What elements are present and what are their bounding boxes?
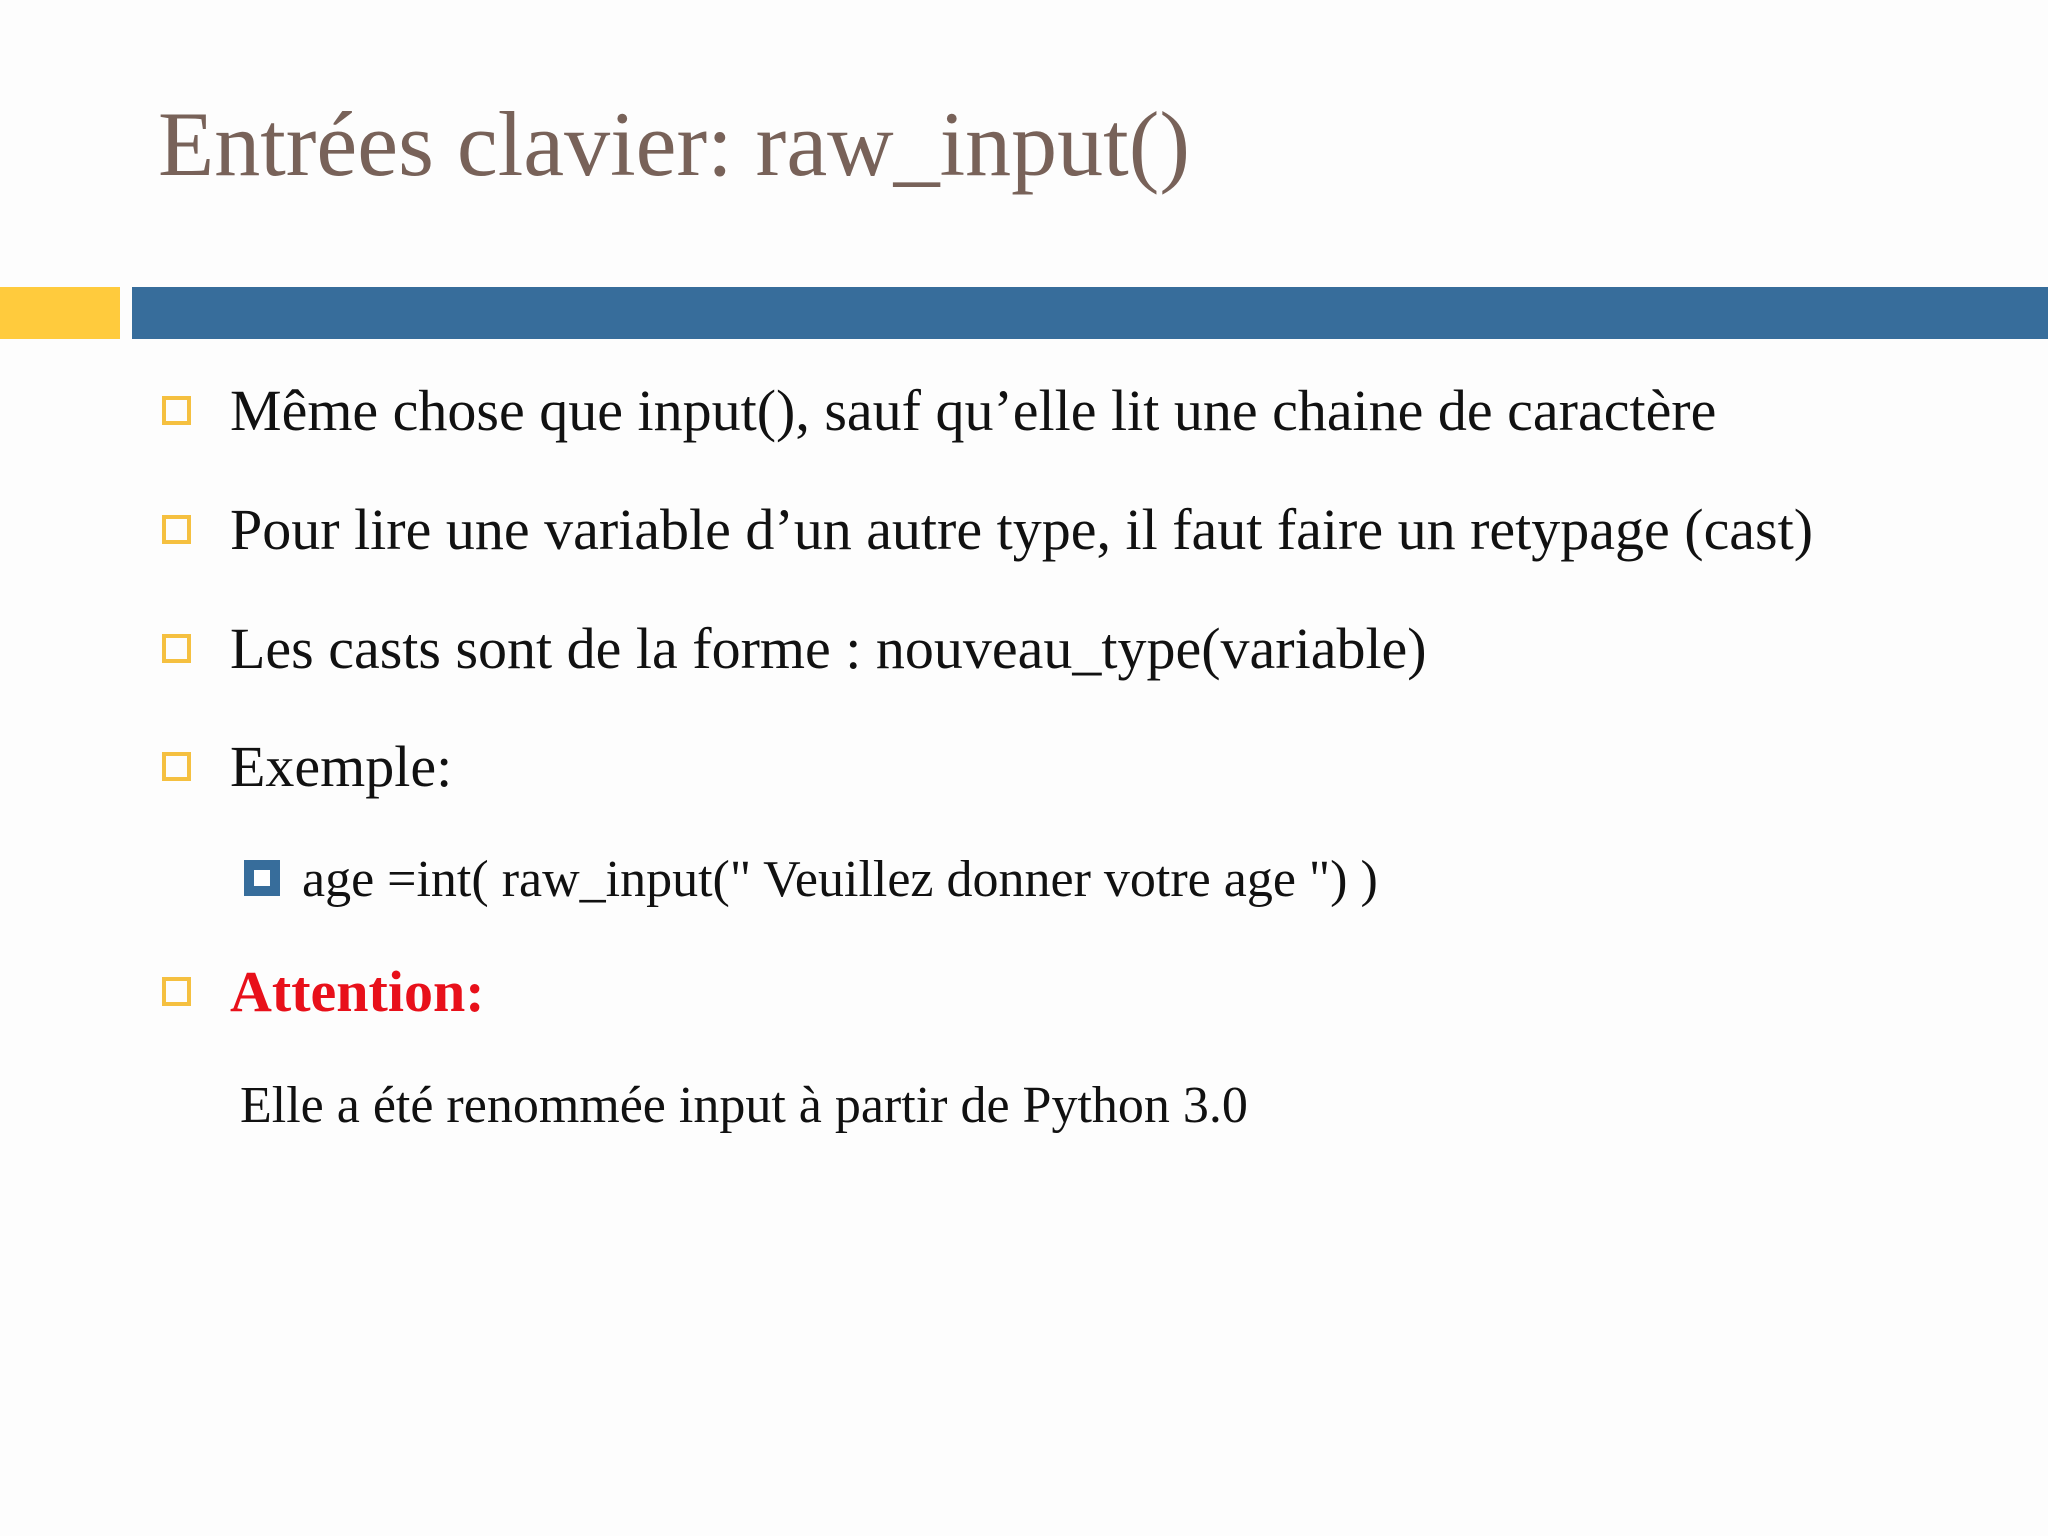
bullet-text-4: Exemple: xyxy=(230,734,453,799)
square-bullet-icon xyxy=(162,752,191,781)
square-bullet-icon xyxy=(162,396,191,425)
filled-square-bullet-icon xyxy=(244,860,280,896)
slide-title: Entrées clavier: raw_input() xyxy=(158,93,1190,195)
attention-label: Attention: xyxy=(230,959,485,1024)
bullet-text-1: Même chose que input(), sauf qu’elle lit une chaine de caractère xyxy=(230,378,1717,443)
square-bullet-icon xyxy=(162,515,191,544)
bullet-text-3: Les casts sont de la forme : nouveau_type(variable) xyxy=(230,616,1427,681)
title-divider-bar xyxy=(132,287,2048,339)
square-bullet-icon xyxy=(162,634,191,663)
square-bullet-icon xyxy=(162,977,191,1006)
bullet-text-2: Pour lire une variable d’un autre type, il faut faire un retypage (cast) xyxy=(230,497,1814,562)
attention-note: Elle a été renommée input à partir de Python 3.0 xyxy=(240,1077,1248,1134)
code-example-text: age =int( raw_input(" Veuillez donner votre age ") ) xyxy=(302,851,1378,908)
title-accent-bar xyxy=(0,287,120,339)
